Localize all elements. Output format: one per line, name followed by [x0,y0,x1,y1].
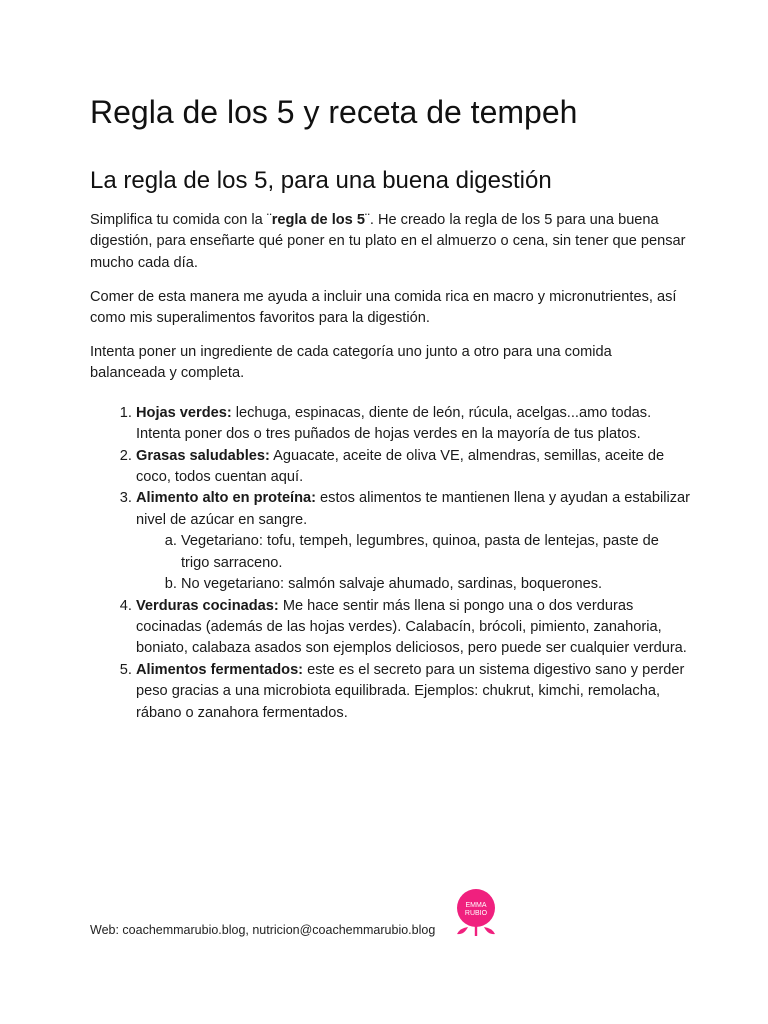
emma-rubio-logo [448,884,504,940]
page-title: Regla de los 5 y receta de tempeh [90,94,578,130]
list-item-protein [136,488,690,595]
logo-text-line1: EMMA [465,902,487,909]
protein-sub-list [136,531,690,595]
list-item-cooked-vegetables [136,596,690,660]
document-body [90,210,690,724]
list-item-fermented [136,660,690,724]
footer-contact: Web: coachemmarubio.blog, nutricion@coachemmarubio.blog [90,923,436,937]
logo-text-line2: RUBIO [464,910,488,917]
logo-leaf-right [484,927,495,934]
section-title: La regla de los 5, para una buena digestión [90,167,552,194]
list-item-label: Hojas verdes: [136,404,232,421]
list-item-text: estos alimentos te mantienen llena y ayudan a estabilizar nivel de azúcar en sangre. [136,490,690,528]
intro-bold-term: regla de los 5 [271,212,365,228]
list-item-label: Grasas saludables: [136,447,270,464]
list-item-text: lechuga, espinacas, diente de león, rúcula, acelgas...amo todas. Intenta poner dos o tres puñados de hojas verdes en la mayoría de tus platos. [136,404,652,443]
list-item-text: Me hace sentir más llena si pongo una o dos verduras cocinadas (además de las hojas verdes). Calabacín, brócoli, pimiento, zanahoria, boniato, calabaza asados son ejemplos deliciosos, pero puede ser cualquier verdura. [136,597,687,657]
intro-text-end: ¨. He creado la regla de los 5 para una buena digestión, para enseñarte qué poner en tu plato en el almuerzo o cena, sin tener que pensar mucho cada día. [90,212,686,271]
list-item-label: Verduras cocinadas: [136,597,279,614]
sub-item-non-vegetarian: b. No vegetariano: salmón salvaje ahumado, sardinas, boquerones. [181,574,690,595]
intro-text-start: Simplifica tu comida con la ¨ [90,212,272,228]
list-item-text: Aguacate, aceite de oliva VE, almendras, semillas, aceite de coco, todos cuentan aquí. [136,447,665,486]
rule-list [90,403,690,724]
logo-leaf-left [457,927,468,934]
list-item-text: este es el secreto para un sistema digestivo sano y perder peso gracias a una microbiota equilibrada. Ejemplos: chukrut, kimchi, remolacha, rábano o zanahora fermentados. [136,661,685,721]
list-item-label: Alimento alto en proteína: [136,490,316,507]
intro-paragraph-3: Intenta poner un ingrediente de cada categoría uno junto a otro para una comida balanceada y completa. [90,344,612,382]
list-item-leafy-greens [136,403,690,446]
list-item-label: Alimentos fermentados: [136,661,304,678]
sub-item-vegetarian: a. Vegetariano: tofu, tempeh, legumbres, quinoa, pasta de lentejas, paste de trigo sarraceno. [181,531,690,574]
intro-paragraph-2: Comer de esta manera me ayuda a incluir una comida rica en macro y micronutrientes, así como mis superalimentos favoritos para la digestión. [90,288,677,327]
intro-paragraph-1 [90,210,690,274]
list-item-healthy-fats [136,446,690,489]
